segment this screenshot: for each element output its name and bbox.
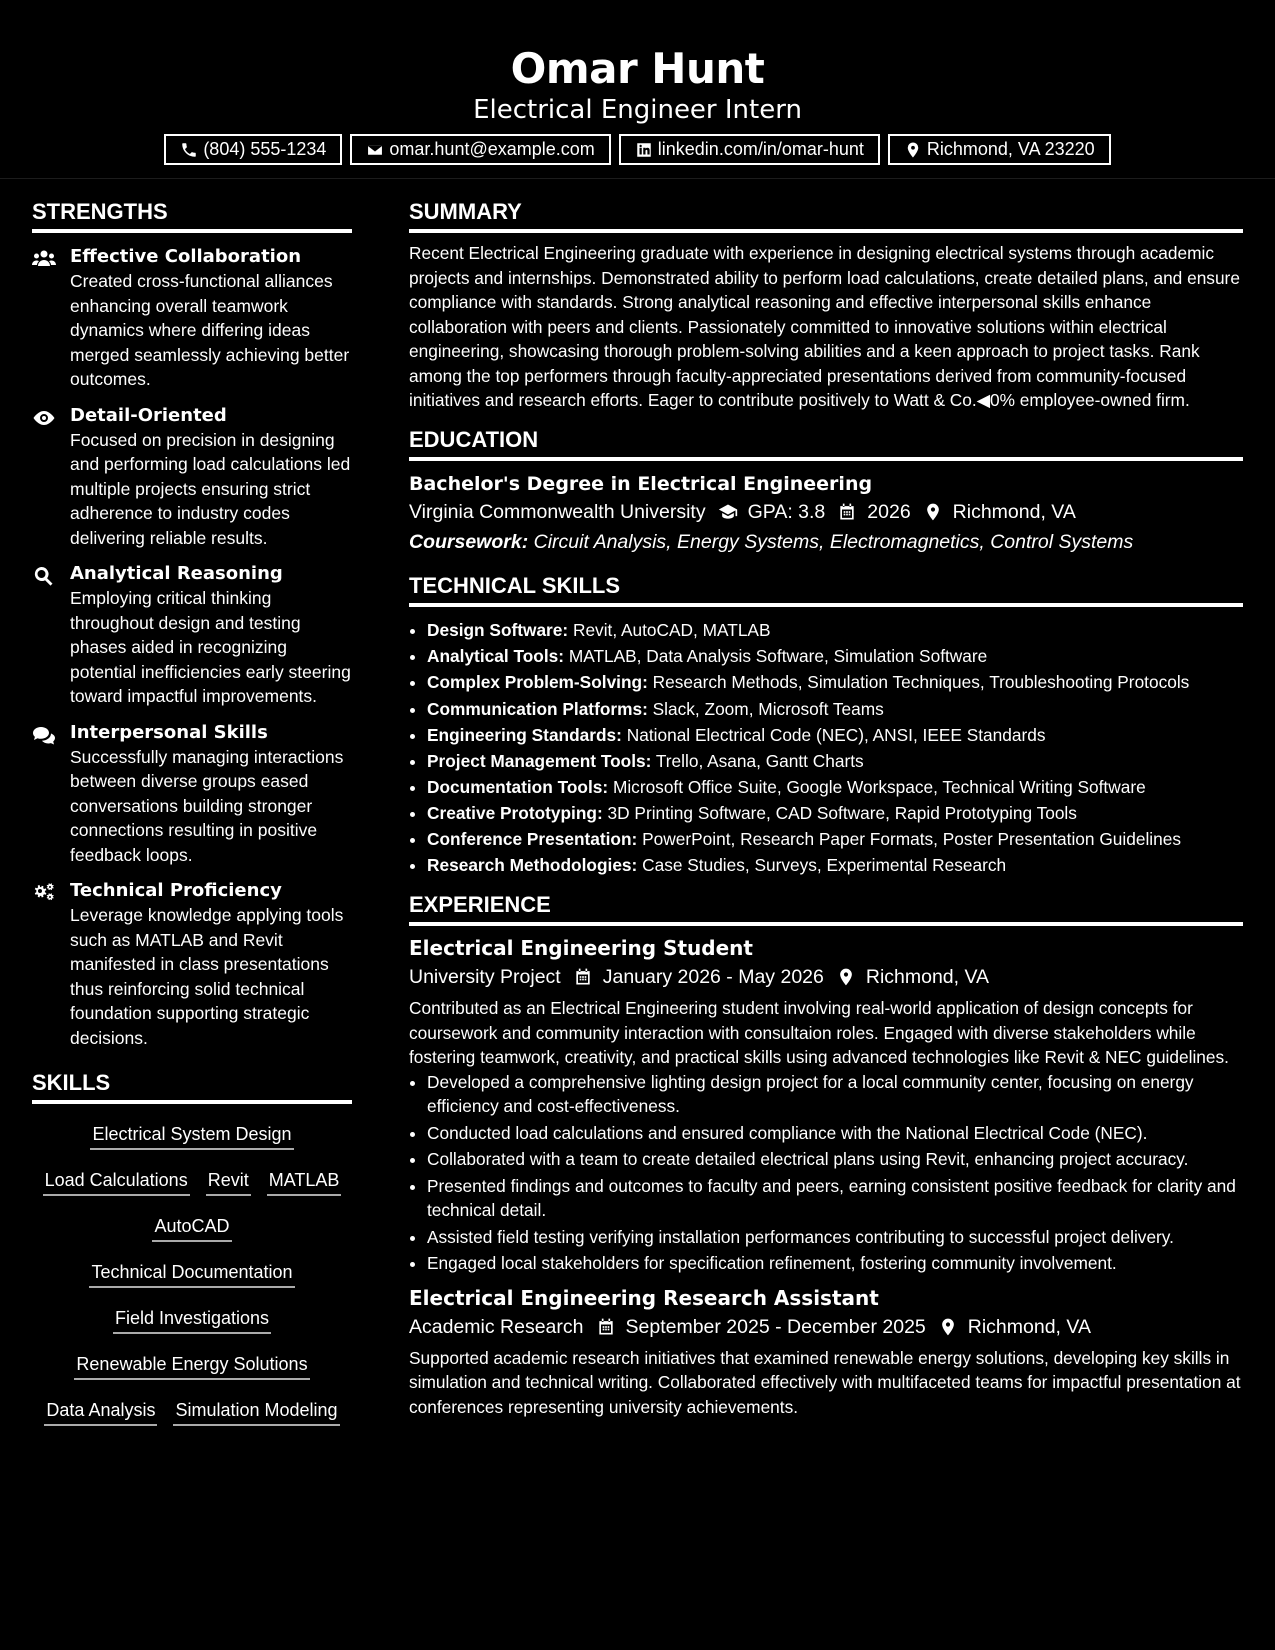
- list-item: [427, 774, 1243, 800]
- left-column: [32, 199, 352, 1444]
- strength-title: Interpersonal Skills: [70, 721, 268, 743]
- linkedin-icon: [635, 141, 653, 159]
- strength-desc: Focused on precision in designing and performing load calculations led multiple projects ensuring strict adherence to industry codes delivering reliable results.: [70, 429, 351, 548]
- coursework: [409, 527, 1243, 557]
- calendar-icon: [573, 967, 593, 987]
- candidate-name: Omar Hunt: [510, 44, 765, 93]
- strength-desc: Employing critical thinking throughout design and testing phases aided in recognizing potential inefficiencies early steering toward impactful improvements.: [70, 588, 351, 706]
- strength-item: [32, 404, 352, 551]
- tech-value: PowerPoint, Research Paper Formats, Poster Presentation Guidelines: [642, 829, 1181, 849]
- strengths-heading: STRENGTHS: [32, 199, 352, 233]
- gpa-text: GPA: 3.8: [747, 500, 826, 523]
- tech-value: MATLAB, Data Analysis Software, Simulation Software: [568, 645, 988, 666]
- search-icon: [32, 566, 56, 586]
- tech-value: National Electrical Code (NEC), ANSI, IEEE Standards: [626, 725, 1046, 745]
- job-bullets: [409, 1070, 1243, 1276]
- job-title: Electrical Engineering Research Assistant: [409, 1285, 879, 1310]
- job-meta: [409, 962, 1243, 992]
- list-item: • Collaborated with a team to create detailed electrical plans using Revit, enhancing project accuracy.: [427, 1147, 1243, 1172]
- linkedin-text: linkedin.com/in/omar-hunt: [657, 139, 864, 159]
- skills-list: [32, 1122, 352, 1426]
- skill-tag: Simulation Modeling: [173, 1398, 339, 1426]
- job-title: Electrical Engineering Student: [409, 936, 753, 960]
- skill-tag: Revit: [206, 1168, 251, 1196]
- contact-bar: [0, 134, 1275, 165]
- skill-tag: AutoCAD: [152, 1214, 231, 1242]
- job-summary: Contributed as an Electrical Engineering student involving real-world application of design concepts for coursework and community interaction with consultaion roles. Engaged with diverse stakeholders while fostering teamwork, creativity, and practical skills using advanced technologies like Revit & NEC guidelines.: [409, 998, 1229, 1067]
- tech-label: Project Management Tools:: [427, 751, 652, 771]
- tech-value: Trello, Asana, Gantt Charts: [655, 751, 864, 771]
- strength-title: Technical Proficiency: [70, 880, 282, 901]
- tech-value: Case Studies, Surveys, Experimental Research: [642, 855, 1007, 875]
- list-item: [427, 671, 1243, 695]
- graduation-cap-icon: [718, 502, 738, 522]
- phone-icon: [180, 141, 198, 159]
- degree-title: Bachelor's Degree in Electrical Engineering: [409, 472, 873, 495]
- skill-tag: Load Calculations: [43, 1168, 190, 1196]
- skill-tag: MATLAB: [267, 1168, 342, 1196]
- comments-icon: [32, 725, 56, 745]
- list-item: [427, 617, 1243, 643]
- right-column: [409, 199, 1243, 1444]
- skill-tag: Electrical System Design: [90, 1122, 293, 1150]
- job-location: Richmond, VA: [865, 966, 990, 988]
- list-item: • Assisted field testing verifying installation performances contributing to successful project delivery.: [427, 1225, 1243, 1250]
- strength-desc: Successfully managing interactions between diverse groups eased conversations building stronger connections resulting in positive feedback loops.: [70, 746, 344, 865]
- list-item: [427, 722, 1243, 748]
- calendar-icon: [596, 1317, 616, 1337]
- tech-label: Conference Presentation:: [427, 829, 638, 849]
- strength-item: [32, 562, 352, 709]
- tech-value: 3D Printing Software, CAD Software, Rapid Prototyping Tools: [607, 803, 1077, 823]
- eye-icon: [32, 408, 56, 428]
- skill-tag: Data Analysis: [44, 1398, 157, 1426]
- tech-label: Complex Problem-Solving:: [427, 671, 648, 692]
- job-meta: [409, 1312, 1243, 1342]
- envelope-icon: [366, 141, 384, 159]
- tech-label: Engineering Standards:: [427, 725, 622, 745]
- job-location: Richmond, VA: [967, 1315, 1091, 1338]
- education-heading: EDUCATION: [409, 427, 1243, 461]
- job-org: University Project: [409, 966, 561, 988]
- strength-title: Analytical Reasoning: [70, 563, 283, 584]
- experience-heading: EXPERIENCE: [409, 892, 1243, 926]
- strength-desc: Leverage knowledge applying tools such as MATLAB and Revit manifested in class presentations thus reinforcing solid technical foundation supporting strategic decisions.: [70, 905, 344, 1048]
- job-entry: [409, 934, 1243, 1276]
- strength-item: [32, 721, 352, 868]
- tech-value: Slack, Zoom, Microsoft Teams: [652, 699, 884, 719]
- technical-skills-heading: TECHNICAL SKILLS: [409, 573, 1243, 607]
- summary-text: Recent Electrical Engineering graduate with experience in designing electrical systems through academic projects and internships. Demonstrated ability to perform load calculations, create detailed plans, and ensure compliance with standards. Strong analytical reasoning and effective interpersonal skills enhance collaboration with peers and clients. Passionately committed to innovative solutions within electrical engineering, showcasing thorough problem-solving abilities and a keen approach to project tasks. Rank among the top performers through faculty-appreciated presentations derived from community-focused initiatives and research efforts. Eager to contribute positively to Watt & Co.◀0% employee-owned firm.: [409, 243, 1240, 410]
- job-dates: September 2025 - December 2025: [625, 1315, 926, 1338]
- map-pin-icon: [923, 502, 943, 522]
- skill-tag: Renewable Energy Solutions: [74, 1352, 309, 1380]
- strength-desc: Created cross-functional alliances enhancing overall teamwork dynamics where differing ideas merged seamlessly achieving better outcomes.: [70, 271, 350, 389]
- education-meta: [409, 497, 1243, 527]
- tech-label: Design Software:: [427, 619, 569, 640]
- linkedin-chip[interactable]: [619, 134, 880, 165]
- map-pin-icon: [836, 967, 856, 987]
- map-pin-icon: [938, 1317, 958, 1337]
- list-item: [427, 852, 1243, 878]
- resume-header: [0, 0, 1275, 179]
- grad-year: 2026: [867, 500, 911, 523]
- location-text: Richmond, VA 23220: [926, 139, 1095, 159]
- skills-heading: SKILLS: [32, 1070, 352, 1104]
- gears-icon: [32, 883, 56, 903]
- list-item: [427, 748, 1243, 774]
- school-location: Richmond, VA: [952, 500, 1076, 523]
- map-pin-icon: [904, 141, 922, 159]
- tech-value: Microsoft Office Suite, Google Workspace, Technical Writing Software: [612, 777, 1146, 797]
- phone-chip[interactable]: [164, 134, 342, 165]
- location-chip: [888, 134, 1111, 165]
- list-item: • Engaged local stakeholders for specification refinement, fostering community involvement.: [427, 1251, 1243, 1276]
- email-text: omar.hunt@example.com: [389, 139, 595, 159]
- list-item: [427, 826, 1243, 852]
- strength-title: Detail-Oriented: [70, 404, 227, 426]
- tech-label: Research Methodologies:: [427, 855, 638, 875]
- list-item: • Conducted load calculations and ensured compliance with the National Electrical Code (NEC).: [427, 1121, 1243, 1146]
- strength-item: [32, 879, 352, 1050]
- list-item: • Presented findings and outcomes to faculty and peers, earning consistent positive feedback for clarity and technical detail.: [427, 1174, 1243, 1223]
- school-name: Virginia Commonwealth University: [409, 500, 706, 523]
- coursework-label: Coursework:: [409, 530, 529, 553]
- candidate-title: Electrical Engineer Intern: [473, 95, 802, 125]
- tech-label: Communication Platforms:: [427, 699, 648, 719]
- job-entry: [409, 1284, 1243, 1420]
- coursework-list: Circuit Analysis, Energy Systems, Electromagnetics, Control Systems: [533, 530, 1134, 553]
- tech-value: Revit, AutoCAD, MATLAB: [572, 619, 771, 640]
- tech-label: Documentation Tools:: [427, 777, 609, 797]
- list-item: [427, 800, 1243, 826]
- email-chip[interactable]: [350, 134, 610, 165]
- list-item: [427, 643, 1243, 669]
- job-dates: January 2026 - May 2026: [602, 966, 824, 988]
- skill-tag: Field Investigations: [113, 1306, 271, 1334]
- list-item: [427, 696, 1243, 722]
- job-org: Academic Research: [409, 1315, 584, 1338]
- strength-title: Effective Collaboration: [70, 246, 302, 267]
- users-icon: [32, 249, 56, 269]
- list-item: • Developed a comprehensive lighting design project for a local community center, focusing on energy efficiency and cost-effectiveness.: [427, 1070, 1243, 1119]
- calendar-icon: [837, 502, 857, 522]
- job-summary: Supported academic research initiatives that examined renewable energy solutions, developing key skills in simulation and technical writing. Collaborated effectively with multifaceted teams for impactful presentation at conferences representing university achievements.: [409, 1347, 1241, 1417]
- skill-tag: Technical Documentation: [89, 1260, 294, 1288]
- tech-value: Research Methods, Simulation Techniques, Troubleshooting Protocols: [652, 671, 1190, 692]
- strength-item: [32, 245, 352, 392]
- tech-label: Creative Prototyping:: [427, 803, 603, 823]
- technical-skills-list: [409, 617, 1243, 879]
- summary-heading: SUMMARY: [409, 199, 1243, 233]
- tech-label: Analytical Tools:: [427, 645, 564, 666]
- phone-text: (804) 555-1234: [203, 139, 327, 159]
